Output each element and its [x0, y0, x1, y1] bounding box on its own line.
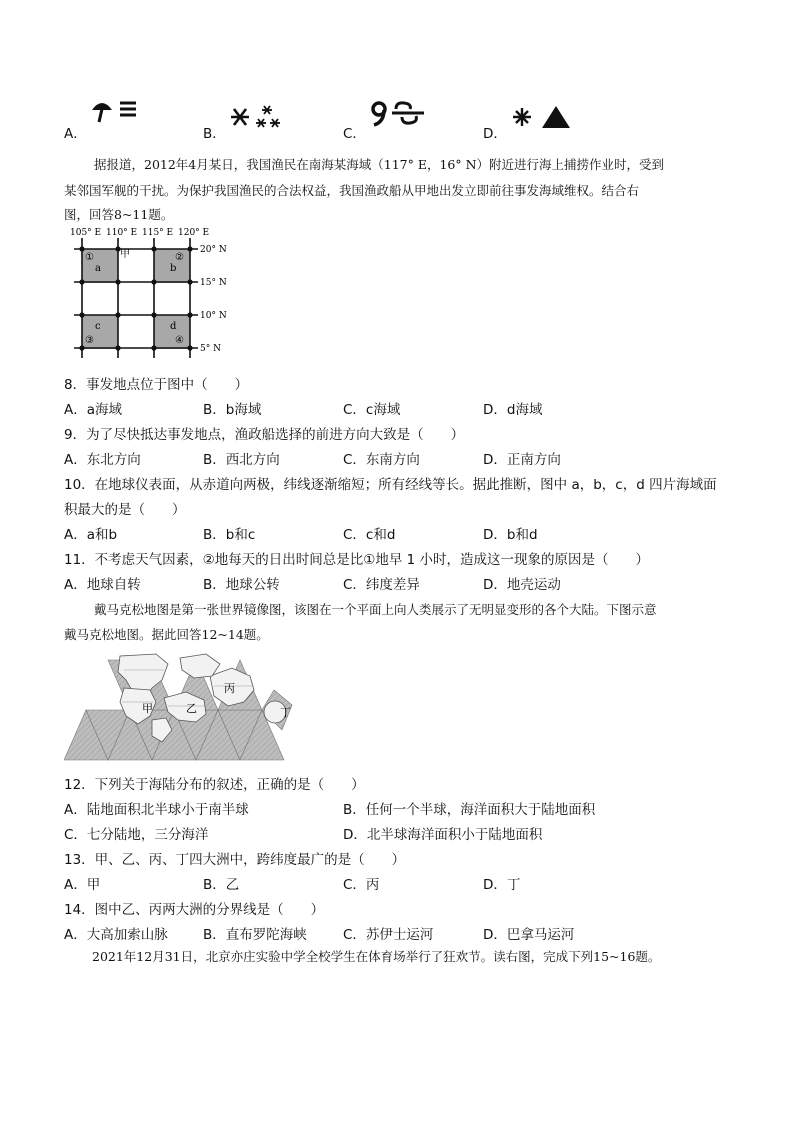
- q10-stem-line2: 积最大的是（ ）: [64, 502, 186, 518]
- continent-ding-label: 丁: [280, 706, 291, 719]
- q10-option-a[interactable]: A．a和b: [64, 527, 118, 543]
- cell-b-letter: b: [170, 263, 177, 274]
- rain-shower-fog-icon: [88, 98, 140, 126]
- q10-option-d[interactable]: D．b和d: [483, 527, 538, 543]
- q13-option-a[interactable]: A．甲: [64, 877, 101, 893]
- lon-label-105: 105° E: [70, 228, 102, 238]
- cell-d-letter: d: [170, 321, 177, 332]
- passage1-line3: 图，回答8~11题。: [64, 207, 174, 222]
- q8-stem: 8．事发地点位于图中（ ）: [64, 377, 249, 393]
- q9-option-a[interactable]: A．东北方向: [64, 452, 141, 468]
- q13-option-d[interactable]: D．丁: [483, 877, 521, 893]
- cell-a-num: ①: [85, 252, 94, 263]
- q11-option-d[interactable]: D．地壳运动: [483, 577, 561, 593]
- cell-c-num: ③: [85, 335, 94, 346]
- q14-option-c[interactable]: C．苏伊士运河: [343, 927, 434, 943]
- q12-stem: 12．下列关于海陆分布的叙述，正确的是（ ）: [64, 777, 365, 793]
- passage1-line2: 某邻国军舰的干扰。为保护我国渔民的合法权益，我国渔政船从甲地出发立即前往事发海域维权。结合右: [64, 183, 640, 198]
- q11-option-c[interactable]: C．纬度差异: [343, 577, 420, 593]
- option-b-label: B．: [203, 126, 226, 142]
- q9-option-c[interactable]: C．东南方向: [343, 452, 420, 468]
- option-d-label: D．: [483, 126, 507, 142]
- q13-option-c[interactable]: C．丙: [343, 877, 380, 893]
- q9-option-b[interactable]: B．西北方向: [203, 452, 280, 468]
- q13-stem: 13．甲、乙、丙、丁四大洲中，跨纬度最广的是（ ）: [64, 852, 406, 868]
- continent-bing-label: 丙: [224, 682, 235, 695]
- q8-option-c[interactable]: C．c海域: [343, 402, 401, 418]
- lon-label-120: 120° E: [178, 228, 210, 238]
- lat-label-10: 10° N: [200, 311, 227, 321]
- continent-jia-label: 甲: [142, 702, 153, 715]
- cell-c-letter: c: [95, 321, 101, 332]
- option-a-label: A．: [64, 126, 87, 142]
- q9-option-d[interactable]: D．正南方向: [483, 452, 561, 468]
- q12-option-a[interactable]: A．陆地面积北半球小于南半球: [64, 802, 249, 818]
- typhoon-sandstorm-icon: [368, 98, 428, 128]
- q14-stem: 14．图中乙、丙两大洲的分界线是（ ）: [64, 902, 325, 918]
- q11-stem: 11．不考虑天气因素，②地每天的日出时间总是比①地早 1 小时，造成这一现象的原因是（ ）: [64, 552, 650, 568]
- passage2-line2: 戴马克松地图。据此回答12~14题。: [64, 627, 269, 642]
- continent-yi-label: 乙: [186, 702, 197, 715]
- grid-map: [62, 224, 232, 360]
- q14-option-a[interactable]: A．大高加索山脉: [64, 927, 168, 943]
- lon-label-110: 110° E: [106, 228, 138, 238]
- q10-option-b[interactable]: B．b和c: [203, 527, 256, 543]
- lat-label-5: 5° N: [200, 344, 221, 354]
- dymaxion-map: [64, 650, 296, 766]
- snow-icon: [228, 104, 284, 130]
- cell-b-num: ②: [175, 252, 184, 263]
- q12-option-b[interactable]: B．任何一个半球，海洋面积大于陆地面积: [343, 802, 596, 818]
- q11-option-b[interactable]: B．地球公转: [203, 577, 280, 593]
- q12-option-d[interactable]: D．北半球海洋面积小于陆地面积: [343, 827, 543, 843]
- passage1-line1: 据报道，2012年4月某日，我国渔民在南海某海域（117° E，16° N）附近进行海上捕捞作业时，受到: [94, 157, 665, 172]
- passage3-line1: 2021年12月31日，北京亦庄实验中学全校学生在体育场举行了狂欢节。读右图，完成下列15~16题。: [92, 949, 661, 964]
- lon-label-115: 115° E: [142, 228, 174, 238]
- lat-label-15: 15° N: [200, 278, 227, 288]
- q9-stem: 9．为了尽快抵达事发地点，渔政船选择的前进方向大致是（ ）: [64, 427, 465, 443]
- snow-hail-icon: [510, 104, 576, 130]
- passage2-line1: 戴马克松地图是第一张世界镜像图，该图在一个平面上向人类展示了无明显变形的各个大陆。下图示意: [94, 602, 657, 617]
- q10-option-c[interactable]: C．c和d: [343, 527, 396, 543]
- q12-option-c[interactable]: C．七分陆地，三分海洋: [64, 827, 209, 843]
- q10-stem-line1: 10．在地球仪表面，从赤道向两极，纬线逐渐缩短；所有经线等长。据此推断，图中 a，b，c，d 四片海域面: [64, 477, 717, 493]
- lat-label-20: 20° N: [200, 245, 227, 255]
- q14-option-b[interactable]: B．直布罗陀海峡: [203, 927, 307, 943]
- option-c-label: C．: [343, 126, 366, 142]
- cell-d-num: ④: [175, 335, 184, 346]
- q13-option-b[interactable]: B．乙: [203, 877, 240, 893]
- q8-option-a[interactable]: A．a海域: [64, 402, 123, 418]
- q14-option-d[interactable]: D．巴拿马运河: [483, 927, 575, 943]
- q11-option-a[interactable]: A．地球自转: [64, 577, 141, 593]
- q8-option-d[interactable]: D．d海域: [483, 402, 543, 418]
- q8-option-b[interactable]: B．b海域: [203, 402, 262, 418]
- place-jia: 甲: [120, 249, 130, 260]
- cell-a-letter: a: [95, 263, 101, 274]
